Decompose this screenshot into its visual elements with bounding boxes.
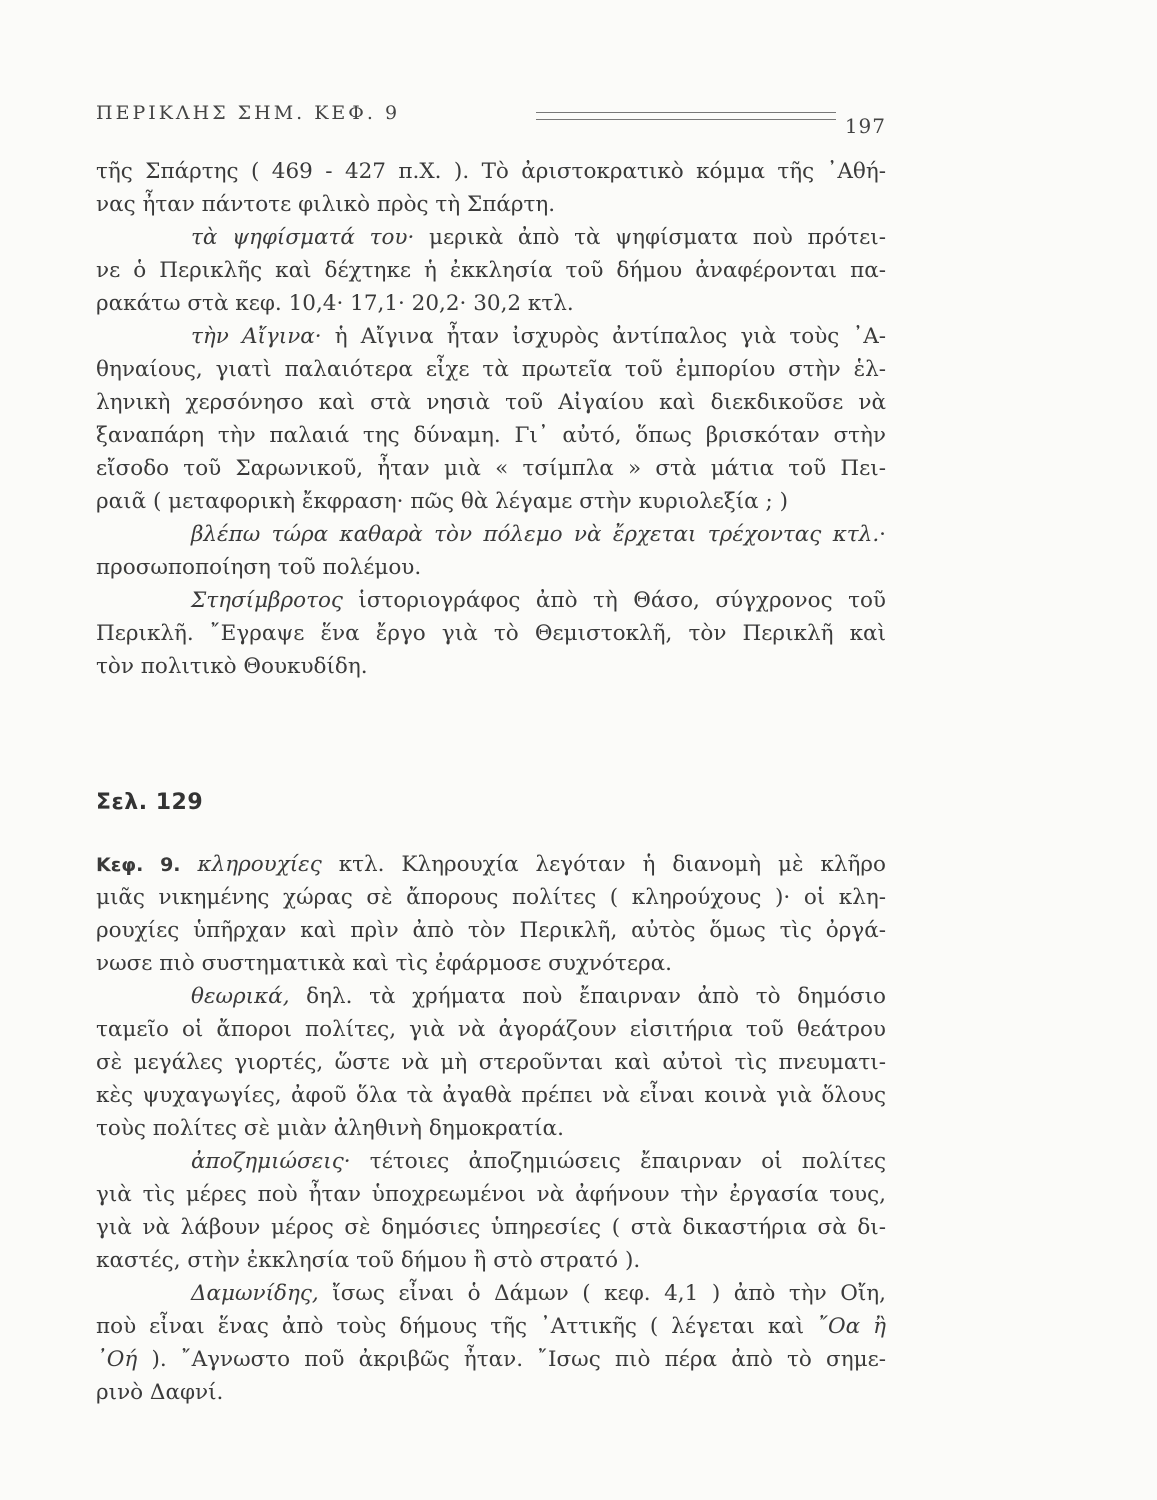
running-title: ΠΕΡΙΚΛΗΣ ΣΗΜ. ΚΕΦ. 9 xyxy=(96,102,401,124)
text-line: ρινὸ Δαφνί. xyxy=(96,1380,224,1405)
running-head xyxy=(96,100,886,140)
text-line: γιὰ νὰ λάβουν μέρος σὲ δημόσιες ὑπηρεσίες ( στὰ δικαστήρια σὰ δι- xyxy=(96,1215,886,1240)
text-line: θηναίους, γιατὶ παλαιότερα εἶχε τὰ πρωτεῖα τοῦ ἐμπορίου στὴν ἑλ- xyxy=(96,357,886,382)
text-line: ᾿Οή ). ῎Αγνωστο ποῦ ἀκριβῶς ἦταν. ῎Ισως πιὸ πέρα ἀπὸ τὸ σημε- xyxy=(96,1347,886,1372)
section-heading: Σελ. 129 xyxy=(96,790,204,815)
text-line: σὲ μεγάλες γιορτές, ὥστε νὰ μὴ στεροῦνται καὶ αὐτοὶ τὶς πνευματι- xyxy=(96,1050,886,1075)
text-line: ταμεῖο οἱ ἄποροι πολίτες, γιὰ νὰ ἀγοράζουν εἰσιτήρια τοῦ θεάτρου xyxy=(96,1017,886,1042)
text-line: Δαμωνίδης, ἴσως εἶναι ὁ Δάμων ( κεφ. 4,1 ) ἀπὸ τὴν Οἴη, xyxy=(191,1281,886,1306)
text-line: ραιᾶ ( μεταφορικὴ ἔκφραση· πῶς θὰ λέγαμε στὴν κυριολεξία ; ) xyxy=(96,489,788,514)
text-line: ποὺ εἶναι ἕνας ἀπὸ τοὺς δήμους τῆς ᾿Αττικῆς ( λέγεται καὶ ῎Οα ἢ xyxy=(96,1314,886,1339)
text-line: θεωρικά, δηλ. τὰ χρήματα ποὺ ἔπαιρναν ἀπὸ τὸ δημόσιο xyxy=(191,984,886,1009)
text-line: τοὺς πολίτες σὲ μιὰν ἀληθινὴ δημοκρατία. xyxy=(96,1116,564,1141)
text-line: εἴσοδο τοῦ Σαρωνικοῦ, ἦταν μιὰ « τσίμπλα » στὰ μάτια τοῦ Πει- xyxy=(96,456,886,481)
lemma: Δαμωνίδης, xyxy=(191,1281,319,1306)
commentary-text xyxy=(96,155,886,1409)
text-line: Περικλῆ. ῎Εγραψε ἕνα ἔργο γιὰ τὸ Θεμιστοκλῆ, τὸν Περικλῆ καὶ xyxy=(96,621,886,646)
text-line: προσωποποίηση τοῦ πολέμου. xyxy=(96,555,422,580)
text-line: νας ἦταν πάντοτε φιλικὸ πρὸς τὴ Σπάρτη. xyxy=(96,192,556,217)
text-line: νωσε πιὸ συστηματικὰ καὶ τὶς ἐφάρμοσε συχνότερα. xyxy=(96,951,672,976)
text-line: Στησίμβροτος ἱστοριογράφος ἀπὸ τὴ Θάσο, σύγχρονος τοῦ xyxy=(191,588,886,613)
lemma: τὰ ψηφίσματά του· xyxy=(191,225,415,250)
text-line: ρουχίες ὑπῆρχαν καὶ πρὶν ἀπὸ τὸν Περικλῆ, αὐτὸς ὅμως τὶς ὀργά- xyxy=(96,918,886,943)
text-line: ληνικὴ χερσόνησο καὶ στὰ νησιὰ τοῦ Αἰγαίου καὶ διεκδικοῦσε νὰ xyxy=(96,390,886,415)
text-line: γιὰ τὶς μέρες ποὺ ἦταν ὑποχρεωμένοι νὰ ἀφήνουν τὴν ἐργασία τους, xyxy=(96,1182,886,1207)
header-rule xyxy=(536,112,836,120)
text-line: μιᾶς νικημένης χώρας σὲ ἄπορους πολίτες ( κληρούχους )· οἱ κλη- xyxy=(96,885,886,910)
lemma: Στησίμβροτος xyxy=(191,588,343,613)
text-line: τῆς Σπάρτης ( 469 - 427 π.Χ. ). Τὸ ἀριστοκρατικὸ κόμμα τῆς ᾿Αθή- xyxy=(96,159,886,184)
spacer xyxy=(96,823,886,848)
spacer xyxy=(96,683,886,783)
text-line: κὲς ψυχαγωγίες, ἀφοῦ ὅλα τὰ ἀγαθὰ πρέπει νὰ εἶναι κοινὰ γιὰ ὅλους xyxy=(96,1083,886,1108)
text-line: νε ὁ Περικλῆς καὶ δέχτηκε ἡ ἐκκλησία τοῦ δήμου ἀναφέρονται πα- xyxy=(96,258,886,283)
text-line: Κεφ. 9. κληρουχίες κτλ. Κληρουχία λεγόταν ἡ διανομὴ μὲ κλῆρο xyxy=(96,852,886,877)
text-line: τὸν πολιτικὸ Θουκυδίδη. xyxy=(96,654,368,679)
text-line: καστές, στὴν ἐκκλησία τοῦ δήμου ἢ στὸ στρατό ). xyxy=(96,1248,641,1273)
text-line: ρακάτω στὰ κεφ. 10,4· 17,1· 20,2· 30,2 κτλ. xyxy=(96,291,574,316)
text-line: βλέπω τώρα καθαρὰ τὸν πόλεμο νὰ ἔρχεται τρέχοντας κτλ.· xyxy=(191,522,886,547)
lemma: θεωρικά, xyxy=(191,984,290,1009)
text-line: τὰ ψηφίσματά του· μερικὰ ἀπὸ τὰ ψηφίσματα ποὺ πρότει- xyxy=(191,225,886,250)
text-line: τὴν Αἴγινα· ἡ Αἴγινα ἦταν ἰσχυρὸς ἀντίπαλος γιὰ τοὺς ᾿Α- xyxy=(191,324,886,349)
chapter-ref: Κεφ. 9. xyxy=(96,854,181,876)
lemma: τὴν Αἴγινα· xyxy=(191,324,322,349)
lemma: ἀποζημιώσεις· xyxy=(191,1149,351,1174)
text-line: ἀποζημιώσεις· τέτοιες ἀποζημιώσεις ἔπαιρναν οἱ πολίτες xyxy=(191,1149,886,1174)
text-line: ξαναπάρη τὴν παλαιά της δύναμη. Γι᾿ αὐτό, ὅπως βρισκόταν στὴν xyxy=(96,423,886,448)
lemma: κληρουχίες xyxy=(197,852,322,877)
lemma: βλέπω τώρα καθαρὰ τὸν πόλεμο νὰ ἔρχεται τρέχοντας κτλ. xyxy=(191,522,880,547)
page-number: 197 xyxy=(844,114,886,138)
